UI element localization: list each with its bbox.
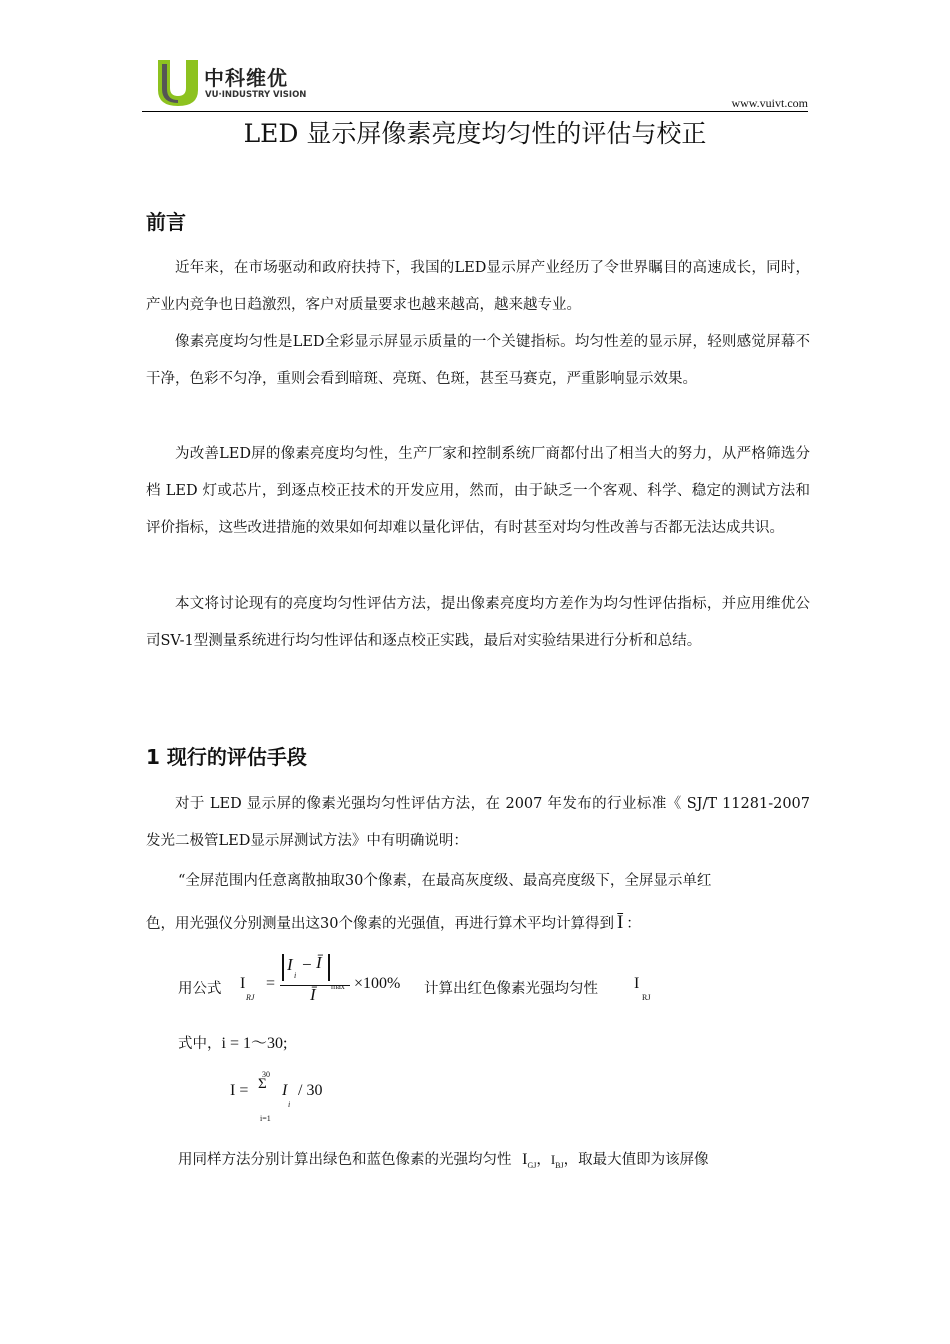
mean-formula: [230, 1070, 390, 1134]
where-prefix: 式中，: [178, 1036, 222, 1052]
sum-upper: 30: [262, 1070, 270, 1079]
abs-bar-left: [282, 954, 284, 981]
sum-term-sub: i: [288, 1100, 291, 1109]
formula-num-minus: −: [302, 955, 312, 974]
formula-times: ×100%: [354, 975, 401, 992]
quote-line: “全屏范围内任意离散抽取30个像素，在最高灰度级、最高亮度级下，全屏显示单红: [178, 873, 712, 889]
last-text: 用同样方法分别计算出绿色和蓝色像素的光强均匀性: [178, 1152, 512, 1168]
vu-logo-mark-icon: [156, 58, 200, 108]
formula-max-label: max: [331, 982, 345, 991]
section-1-heading: 1 现行的评估手段: [146, 745, 307, 769]
sum-sigma-icon: Σ: [258, 1076, 267, 1092]
last-text-end: ，取最大值即为该屏像: [563, 1152, 709, 1168]
company-logo: [156, 58, 326, 110]
preface-paragraph: 像素亮度均匀性是LED全彩显示屏显示质量的一个关键指标。均匀性差的显示屏，轻则感觉屏幕不干净，色彩不匀净，重则会看到暗斑、亮斑、色斑，甚至马赛克，严重影响显示效果。: [146, 334, 810, 387]
sum-lower: i=1: [260, 1114, 271, 1123]
mean-symbol: Ī: [616, 912, 624, 933]
quote-text: 色，用光强仪分别测量出这30个像素的光强值，再进行算术平均计算得到: [146, 916, 614, 932]
header-divider: [142, 111, 808, 112]
formula-suffix: 计算出红色像素光强均匀性: [424, 981, 598, 997]
section-1-intro: 对于 LED 显示屏的像素光强均匀性评估方法，在 2007 年发布的行业标准《 SJ/T 11281-2007 发光二极管LED显示屏测试方法》中有明确说明：: [146, 796, 810, 849]
preface-heading: 前言: [146, 210, 186, 234]
where-range: i = 1～30;: [221, 1035, 288, 1052]
where-line: [178, 1030, 287, 1053]
last-i-green: I: [522, 1151, 528, 1168]
formula-num-i-value: I: [287, 955, 293, 974]
formula-suffix-i: I: [634, 975, 640, 992]
last-sub-blue: BJ: [555, 1160, 564, 1170]
uniformity-formula: [178, 945, 698, 1005]
last-sep: ，: [536, 1152, 551, 1168]
preface-paragraph: 近年来，在市场驱动和政府扶持下，我国的LED显示屏产业经历了令世界瞩目的高速成长，同时，产业内竞争也日趋激烈，客户对质量要求也越来越高，越来越专业。: [146, 260, 810, 313]
formula-prefix: 用公式: [178, 981, 222, 997]
brand-name-cn: 中科维优: [204, 66, 288, 90]
preface-paragraph: 为改善LED屏的像素亮度均匀性，生产厂家和控制系统厂商都付出了相当大的努力，从严格筛选分档 LED 灯或芯片，到逐点校正技术的开发应用，然而，由于缺乏一个客观、科学、稳定的测试方法和评价指标，这些改进措施的效果如何却难以量化评估，有时甚至对均匀性改善与否都无法达成共识。: [146, 446, 810, 536]
formula-den: Ī: [310, 985, 316, 1004]
last-line: [178, 1148, 709, 1170]
preface-paragraph: 本文将讨论现有的亮度均匀性评估方法，提出像素亮度均方差作为均匀性评估指标，并应用维优公司SV-1型测量系统进行均匀性评估和逐点校正实践，最后对实验结果进行分析和总结。: [146, 596, 810, 649]
last-sub-green: GJ: [527, 1160, 537, 1170]
site-url[interactable]: www.vuivt.com: [731, 96, 808, 110]
sum-divisor: / 30: [298, 1082, 323, 1099]
formula-num-sub: i: [294, 971, 297, 980]
brand-name-en: VU·INDUSTRY VISION: [205, 90, 307, 100]
formula-num-mean: Ī: [316, 953, 322, 972]
last-i-blue: I: [550, 1152, 556, 1167]
formula-eq: =: [266, 975, 276, 992]
quote-end: ：: [626, 916, 641, 932]
formula-lhs-sub: RJ: [246, 993, 255, 1002]
formula-lhs: I: [240, 975, 246, 992]
abs-bar-right: [328, 954, 330, 981]
sum-term: I: [282, 1082, 288, 1099]
document-title: LED 显示屏像素亮度均匀性的评估与校正: [243, 119, 707, 148]
sum-lhs: I =: [230, 1082, 249, 1099]
formula-suffix-sub: RJ: [642, 993, 651, 1002]
quote-line: [146, 912, 641, 934]
